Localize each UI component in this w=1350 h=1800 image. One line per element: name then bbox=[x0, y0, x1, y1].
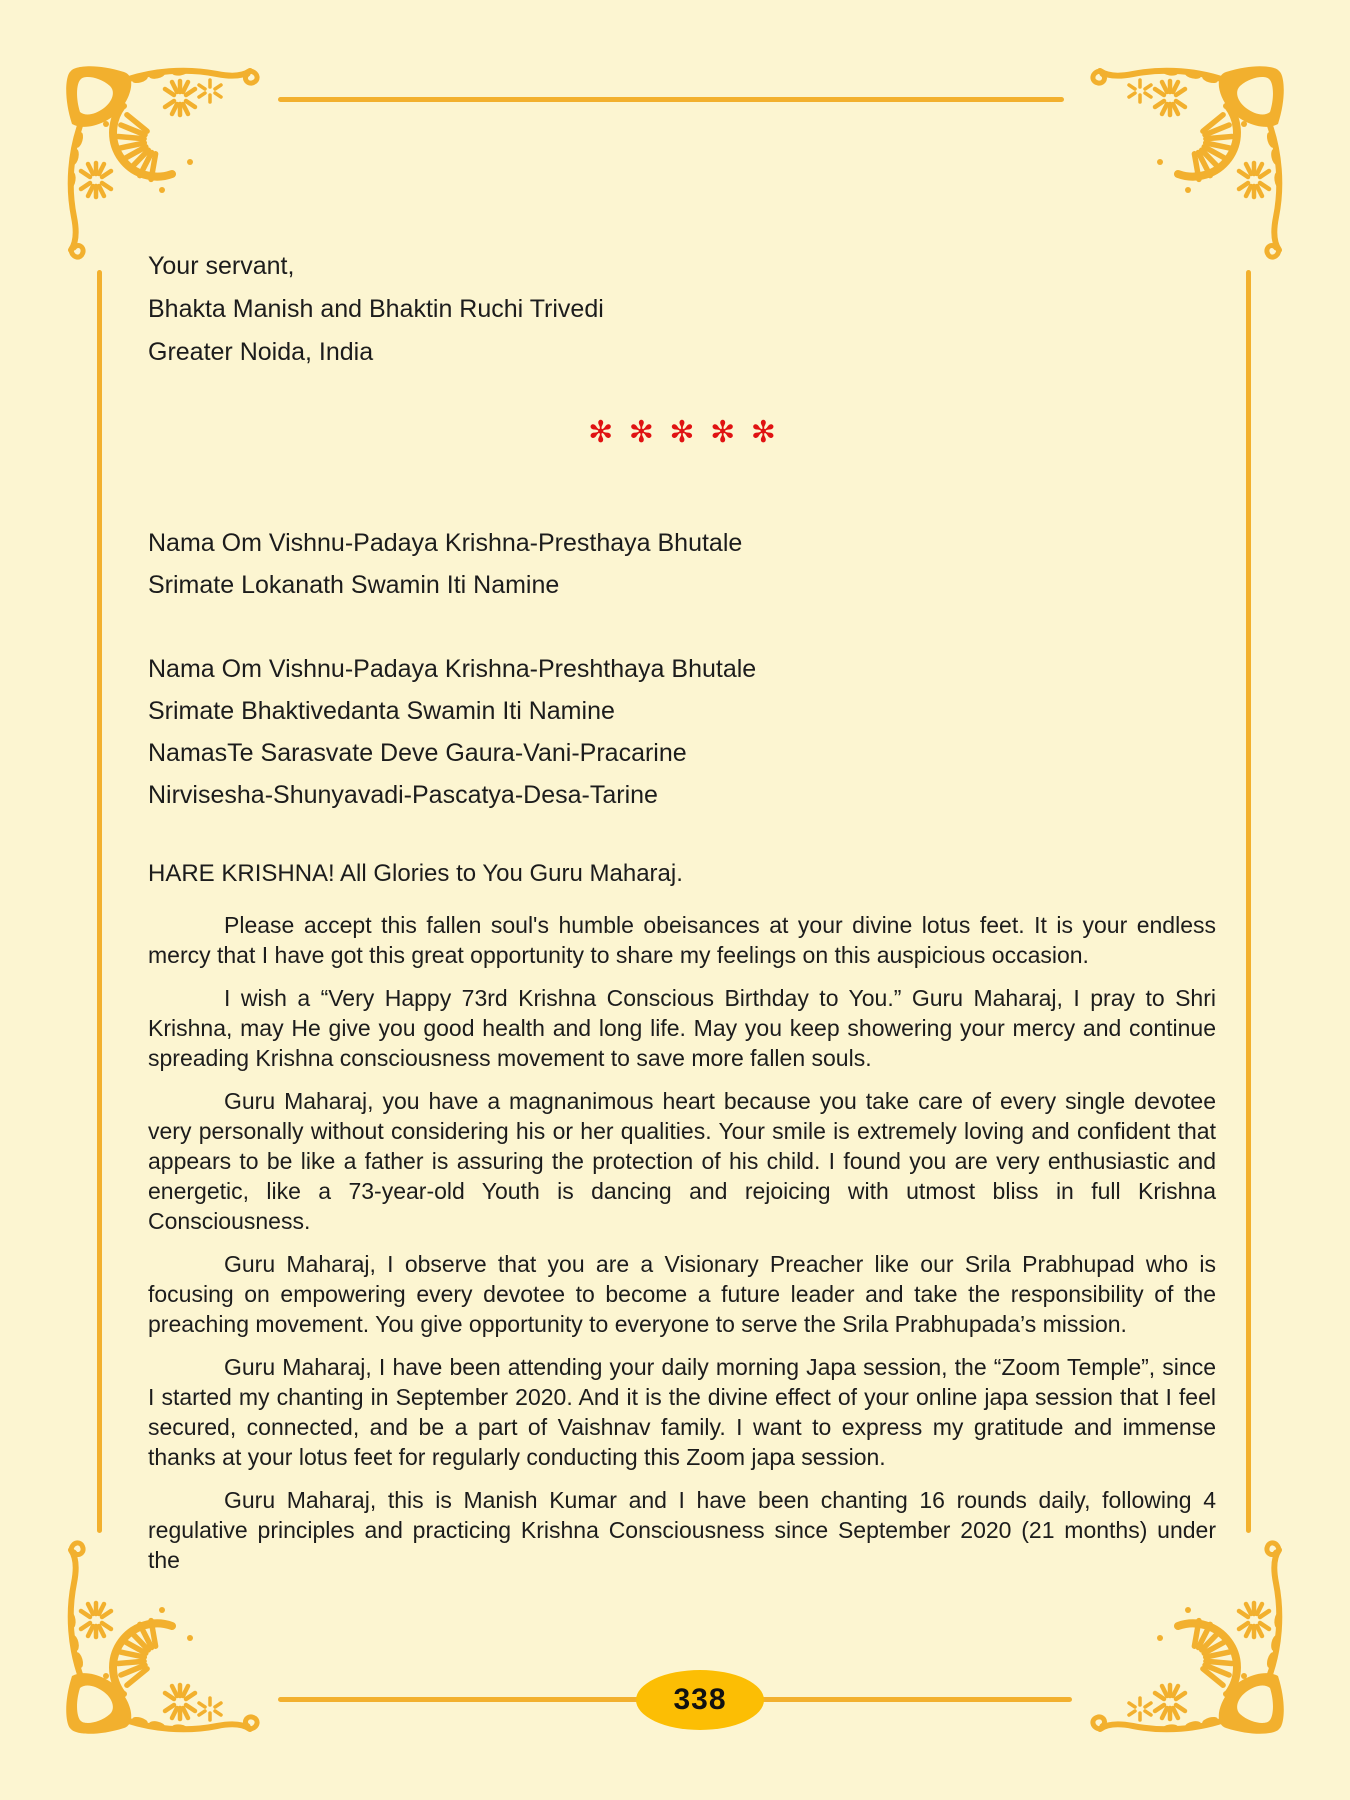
letter-paragraph: I wish a “Very Happy 73rd Krishna Conscious Birthday to You.” Guru Maharaj, I pray to Shri Krishna, may He give you good health and long life. May you keep showering your mercy and continue spreading Krishna consciousness movement to save more fallen souls. bbox=[148, 985, 1216, 1071]
page-number-badge bbox=[636, 1670, 764, 1730]
letter-paragraph: Guru Maharaj, this is Manish Kumar and I have been chanting 16 rounds daily, following 4 regulative principles and practicing Krishna Consciousness since September 2020 (21 months) under the bbox=[148, 1487, 1216, 1573]
letter-paragraph: Guru Maharaj, I observe that you are a Visionary Preacher like our Srila Prabhupad who is focusing on empowering every devotee to become a future leader and take the responsibility of the preaching movement. You give opportunity to everyone to serve the Srila Prabhupada’s mission. bbox=[148, 1251, 1216, 1337]
invocation-mantra-1 bbox=[148, 522, 1216, 606]
mantra-line: NamasTe Sarasvate Deve Gaura-Vani-Pracarine bbox=[148, 739, 687, 767]
star-separator: ✻ ✻ ✻ ✻ ✻ bbox=[588, 415, 776, 450]
border-line-left bbox=[97, 270, 102, 1533]
mantra-line: Nama Om Vishnu-Padaya Krishna-Presthaya Bhutale bbox=[148, 529, 743, 557]
signature-line: Bhakta Manish and Bhaktin Ruchi Trivedi bbox=[148, 295, 604, 323]
signature-block bbox=[148, 245, 1216, 374]
mantra-line: Srimate Lokanath Swamin Iti Namine bbox=[148, 571, 560, 599]
mantra-line: Nama Om Vishnu-Padaya Krishna-Preshthaya Bhutale bbox=[148, 655, 757, 683]
border-line-right bbox=[1246, 270, 1251, 1533]
signature-line: Greater Noida, India bbox=[148, 338, 374, 366]
letter-paragraph: Please accept this fallen soul's humble obeisances at your divine lotus feet. It is your endless mercy that I have got this great opportunity to share my feelings on this auspicious occasion. bbox=[148, 912, 1216, 968]
signature-line: Your servant, bbox=[148, 252, 295, 280]
letter-salutation: HARE KRISHNA! All Glories to You Guru Maharaj. bbox=[148, 860, 683, 887]
letter-paragraph: Guru Maharaj, I have been attending your daily morning Japa session, the “Zoom Temple”, since I started my chanting in September 2020. And it is the divine effect of your online japa session that I feel secured, connected, and be a part of Vaishnav family. I want to express my gratitude and immense thanks at your lotus feet for regularly conducting this Zoom japa session. bbox=[148, 1354, 1216, 1470]
mantra-line: Srimate Bhaktivedanta Swamin Iti Namine bbox=[148, 697, 615, 725]
page-number: 338 bbox=[673, 1683, 727, 1716]
invocation-mantra-2 bbox=[148, 648, 1216, 816]
letter-content bbox=[148, 0, 1216, 1588]
letter-body bbox=[148, 910, 1216, 1575]
letter-paragraph: Guru Maharaj, you have a magnanimous heart because you take care of every single devotee very personally without considering his or her qualities. Your smile is extremely loving and confident that appears to be like a father is assuring the protection of his child. I found you are very enthusiastic and energetic, like a 73-year-old Youth is dancing and rejoicing with utmost bliss in full Krishna Consciousness. bbox=[148, 1088, 1216, 1234]
mantra-line: Nirvisesha-Shunyavadi-Pascatya-Desa-Tarine bbox=[148, 781, 658, 809]
